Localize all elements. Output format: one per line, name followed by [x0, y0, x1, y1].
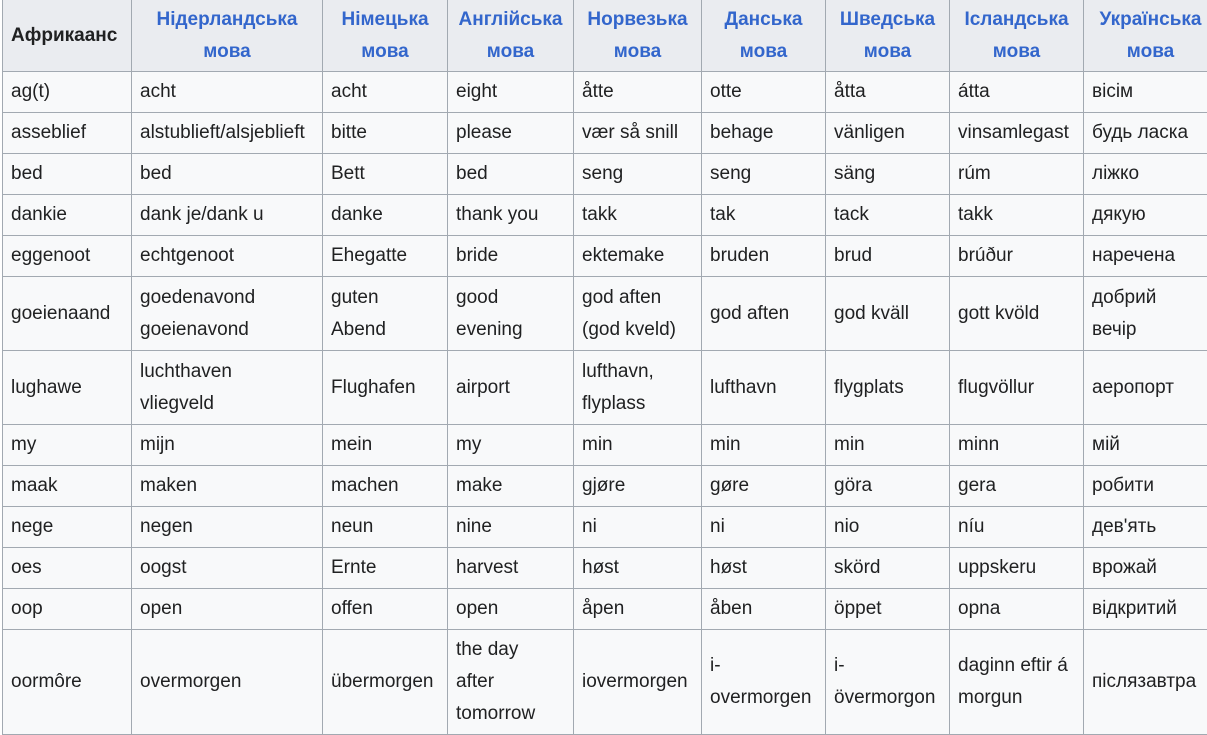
table-cell: [448, 195, 574, 236]
cell-text: ліжко: [1092, 158, 1207, 190]
cell-text: brud: [834, 240, 941, 272]
cell-text: bed: [11, 158, 123, 190]
column-header-text: Ісландська: [964, 9, 1068, 30]
table-row: [3, 236, 1207, 277]
table-cell: [1084, 425, 1207, 466]
cell-text: tak: [710, 199, 817, 231]
cell-text: please: [456, 117, 565, 149]
cell-text: i-: [834, 650, 941, 682]
table-cell: [448, 507, 574, 548]
cell-text: oormôre: [11, 666, 123, 698]
cell-text: høst: [582, 552, 693, 584]
cell-text: guten: [331, 282, 439, 314]
cell-text: eight: [456, 76, 565, 108]
table-cell: [702, 195, 826, 236]
table-cell: [574, 113, 702, 154]
table-row: [3, 425, 1207, 466]
column-header-text: Нідерландська: [156, 9, 297, 30]
cell-text: будь ласка: [1092, 117, 1207, 149]
table-cell: [950, 507, 1084, 548]
cell-text: the day: [456, 634, 565, 666]
cell-text: open: [456, 593, 565, 625]
table-cell: [950, 466, 1084, 507]
table-cell: [132, 507, 323, 548]
cell-text: god aften: [710, 298, 817, 330]
cell-text: вісім: [1092, 76, 1207, 108]
column-header-1[interactable]: [132, 0, 323, 72]
cell-text: machen: [331, 470, 439, 502]
cell-text: oes: [11, 552, 123, 584]
cell-text: seng: [582, 158, 693, 190]
cell-text: lufthavn,: [582, 356, 693, 388]
column-header-0: [3, 0, 132, 72]
table-cell: [132, 466, 323, 507]
table-cell: [702, 425, 826, 466]
cell-text: átta: [958, 76, 1075, 108]
table-cell: [3, 351, 132, 425]
cell-text: behage: [710, 117, 817, 149]
table-cell: [702, 72, 826, 113]
cell-text: lughawe: [11, 372, 123, 404]
cell-text: gøre: [710, 470, 817, 502]
table-cell: [826, 466, 950, 507]
table-cell: [702, 466, 826, 507]
cell-text: morgun: [958, 682, 1075, 714]
table-cell: [950, 113, 1084, 154]
table-row: [3, 195, 1207, 236]
cell-text: vinsamlegast: [958, 117, 1075, 149]
table-cell: [448, 589, 574, 630]
table-cell: [574, 507, 702, 548]
table-cell: [826, 548, 950, 589]
cell-text: vliegveld: [140, 388, 314, 420]
cell-text: acht: [331, 76, 439, 108]
cell-text: dankie: [11, 199, 123, 231]
column-header-link[interactable]: [840, 4, 935, 68]
column-header-text: мова: [203, 41, 250, 62]
cell-text: seng: [710, 158, 817, 190]
table-cell: [950, 236, 1084, 277]
table-cell: [950, 548, 1084, 589]
cell-text: my: [11, 429, 123, 461]
table-cell: [826, 236, 950, 277]
table-cell: [574, 548, 702, 589]
cell-text: daginn eftir á: [958, 650, 1075, 682]
table-cell: [448, 236, 574, 277]
cell-text: my: [456, 429, 565, 461]
table-cell: [3, 277, 132, 351]
table-cell: [323, 351, 448, 425]
cell-text: åben: [710, 593, 817, 625]
cell-text: takk: [958, 199, 1075, 231]
cell-text: mein: [331, 429, 439, 461]
table-cell: [448, 277, 574, 351]
cell-text: göra: [834, 470, 941, 502]
table-cell: [132, 351, 323, 425]
cell-text: oop: [11, 593, 123, 625]
table-cell: [826, 113, 950, 154]
table-cell: [448, 154, 574, 195]
table-cell: [448, 466, 574, 507]
table-cell: [3, 113, 132, 154]
cell-text: høst: [710, 552, 817, 584]
table-cell: [826, 277, 950, 351]
table-cell: [950, 351, 1084, 425]
cell-text: Flughafen: [331, 372, 439, 404]
table-cell: [1084, 154, 1207, 195]
cell-text: overmorgen: [710, 682, 817, 714]
table-row: [3, 113, 1207, 154]
cell-text: evening: [456, 314, 565, 346]
table-cell: [826, 425, 950, 466]
cell-text: god aften: [582, 282, 693, 314]
cell-text: дев'ять: [1092, 511, 1207, 543]
column-header-link[interactable]: [725, 4, 803, 68]
table-cell: [3, 195, 132, 236]
table-cell: [448, 72, 574, 113]
cell-text: negen: [140, 511, 314, 543]
column-header-text: мова: [993, 41, 1040, 62]
column-header-link[interactable]: [459, 4, 563, 68]
cell-text: uppskeru: [958, 552, 1075, 584]
column-header-text: Африкаанс: [11, 25, 117, 46]
translation-table: [2, 0, 1207, 735]
cell-text: gjøre: [582, 470, 693, 502]
cell-text: oogst: [140, 552, 314, 584]
table-row: [3, 630, 1207, 735]
column-header-link[interactable]: [964, 4, 1068, 68]
cell-text: luchthaven: [140, 356, 314, 388]
cell-text: skörd: [834, 552, 941, 584]
table-cell: [132, 548, 323, 589]
cell-text: vänligen: [834, 117, 941, 149]
cell-text: after: [456, 666, 565, 698]
table-cell: [702, 507, 826, 548]
table-cell: [574, 195, 702, 236]
table-cell: [950, 154, 1084, 195]
cell-text: Ernte: [331, 552, 439, 584]
table-cell: [826, 72, 950, 113]
table-cell: [1084, 466, 1207, 507]
table-cell: [702, 351, 826, 425]
table-cell: [1084, 548, 1207, 589]
cell-text: offen: [331, 593, 439, 625]
table-cell: [574, 72, 702, 113]
table-cell: [132, 425, 323, 466]
cell-text: наречена: [1092, 240, 1207, 272]
table-cell: [702, 113, 826, 154]
column-header-text: мова: [864, 41, 911, 62]
table-cell: [574, 466, 702, 507]
cell-text: airport: [456, 372, 565, 404]
table-cell: [132, 630, 323, 735]
table-row: [3, 154, 1207, 195]
table-cell: [3, 589, 132, 630]
table-cell: [574, 154, 702, 195]
cell-text: åpen: [582, 593, 693, 625]
cell-text: säng: [834, 158, 941, 190]
column-header-text: Норвезька: [587, 9, 687, 30]
cell-text: öppet: [834, 593, 941, 625]
table-cell: [3, 548, 132, 589]
table-header-row: [3, 0, 1207, 72]
cell-text: åtte: [582, 76, 693, 108]
table-cell: [132, 195, 323, 236]
table-cell: [448, 630, 574, 735]
table-row: [3, 72, 1207, 113]
cell-text: аеропорт: [1092, 372, 1207, 404]
cell-text: lufthavn: [710, 372, 817, 404]
table-cell: [1084, 589, 1207, 630]
table-cell: [3, 154, 132, 195]
table-cell: [574, 277, 702, 351]
table-cell: [323, 154, 448, 195]
cell-text: takk: [582, 199, 693, 231]
cell-text: bride: [456, 240, 565, 272]
cell-text: maak: [11, 470, 123, 502]
cell-text: good: [456, 282, 565, 314]
cell-text: goeienavond: [140, 314, 314, 346]
cell-text: i-: [710, 650, 817, 682]
cell-text: робити: [1092, 470, 1207, 502]
table-cell: [574, 351, 702, 425]
table-cell: [702, 630, 826, 735]
cell-text: bruden: [710, 240, 817, 272]
cell-text: післязавтра: [1092, 666, 1207, 698]
table-cell: [702, 277, 826, 351]
table-cell: [448, 425, 574, 466]
cell-text: min: [834, 429, 941, 461]
cell-text: übermorgen: [331, 666, 439, 698]
table-cell: [1084, 236, 1207, 277]
column-header-link[interactable]: [587, 4, 687, 68]
table-cell: [574, 589, 702, 630]
table-cell: [1084, 195, 1207, 236]
table-cell: [1084, 113, 1207, 154]
table-cell: [1084, 351, 1207, 425]
cell-text: ni: [582, 511, 693, 543]
column-header-text: Данська: [725, 9, 803, 30]
cell-text: vær så snill: [582, 117, 693, 149]
table-cell: [3, 630, 132, 735]
cell-text: danke: [331, 199, 439, 231]
table-cell: [323, 548, 448, 589]
column-header-4[interactable]: [574, 0, 702, 72]
table-row: [3, 507, 1207, 548]
table-cell: [1084, 72, 1207, 113]
cell-text: nine: [456, 511, 565, 543]
column-header-link[interactable]: [1100, 4, 1202, 68]
table-cell: [826, 154, 950, 195]
cell-text: rúm: [958, 158, 1075, 190]
table-cell: [702, 154, 826, 195]
cell-text: overmorgen: [140, 666, 314, 698]
cell-text: minn: [958, 429, 1075, 461]
table-cell: [448, 351, 574, 425]
table-row: [3, 548, 1207, 589]
table-cell: [448, 113, 574, 154]
column-header-text: мова: [361, 41, 408, 62]
column-header-text: мова: [487, 41, 534, 62]
cell-text: mijn: [140, 429, 314, 461]
column-header-text: Німецька: [341, 9, 428, 30]
table-cell: [132, 154, 323, 195]
cell-text: (god kveld): [582, 314, 693, 346]
table-cell: [323, 425, 448, 466]
table-cell: [826, 351, 950, 425]
column-header-5[interactable]: [702, 0, 826, 72]
cell-text: flygplats: [834, 372, 941, 404]
cell-text: bed: [140, 158, 314, 190]
table-cell: [132, 72, 323, 113]
table-cell: [3, 466, 132, 507]
cell-text: відкритий: [1092, 593, 1207, 625]
table-cell: [702, 589, 826, 630]
table-cell: [1084, 630, 1207, 735]
cell-text: врожай: [1092, 552, 1207, 584]
table-cell: [132, 236, 323, 277]
column-header-text: мова: [614, 41, 661, 62]
cell-text: echtgenoot: [140, 240, 314, 272]
table-cell: [702, 236, 826, 277]
cell-text: brúður: [958, 240, 1075, 272]
cell-text: níu: [958, 511, 1075, 543]
cell-text: opna: [958, 593, 1075, 625]
cell-text: neun: [331, 511, 439, 543]
cell-text: bed: [456, 158, 565, 190]
column-header-text: мова: [740, 41, 787, 62]
cell-text: åtta: [834, 76, 941, 108]
column-header-7[interactable]: [950, 0, 1084, 72]
cell-text: make: [456, 470, 565, 502]
table-body: [3, 72, 1207, 735]
column-header-link[interactable]: [156, 4, 297, 68]
cell-text: open: [140, 593, 314, 625]
table-cell: [950, 589, 1084, 630]
cell-text: bitte: [331, 117, 439, 149]
cell-text: iovermorgen: [582, 666, 693, 698]
table-cell: [950, 630, 1084, 735]
cell-text: alstublieft/alsjeblieft: [140, 117, 314, 149]
table-cell: [3, 72, 132, 113]
table-row: [3, 277, 1207, 351]
column-header-label: [11, 25, 117, 46]
table-cell: [1084, 507, 1207, 548]
table-cell: [3, 507, 132, 548]
table-cell: [323, 630, 448, 735]
table-cell: [323, 72, 448, 113]
cell-text: flugvöllur: [958, 372, 1075, 404]
column-header-text: Англійська: [459, 9, 563, 30]
table-cell: [323, 466, 448, 507]
table-cell: [323, 236, 448, 277]
table-cell: [574, 425, 702, 466]
cell-text: acht: [140, 76, 314, 108]
cell-text: goeienaand: [11, 298, 123, 330]
cell-text: ag(t): [11, 76, 123, 108]
column-header-8[interactable]: [1084, 0, 1207, 72]
cell-text: min: [710, 429, 817, 461]
cell-text: Abend: [331, 314, 439, 346]
cell-text: мій: [1092, 429, 1207, 461]
table-cell: [950, 72, 1084, 113]
cell-text: tack: [834, 199, 941, 231]
table-cell: [448, 548, 574, 589]
cell-text: ektemake: [582, 240, 693, 272]
table-cell: [826, 507, 950, 548]
cell-text: nio: [834, 511, 941, 543]
table-cell: [323, 277, 448, 351]
cell-text: ni: [710, 511, 817, 543]
table-cell: [826, 630, 950, 735]
table-cell: [323, 113, 448, 154]
column-header-3[interactable]: [448, 0, 574, 72]
cell-text: thank you: [456, 199, 565, 231]
column-header-text: Українська: [1100, 9, 1202, 30]
cell-text: dank je/dank u: [140, 199, 314, 231]
table-cell: [132, 589, 323, 630]
table-row: [3, 589, 1207, 630]
cell-text: övermorgon: [834, 682, 941, 714]
cell-text: Bett: [331, 158, 439, 190]
table-cell: [3, 236, 132, 277]
cell-text: eggenoot: [11, 240, 123, 272]
cell-text: вечір: [1092, 314, 1207, 346]
table-cell: [826, 195, 950, 236]
cell-text: flyplass: [582, 388, 693, 420]
cell-text: Ehegatte: [331, 240, 439, 272]
column-header-link[interactable]: [341, 4, 428, 68]
table-row: [3, 466, 1207, 507]
cell-text: gott kvöld: [958, 298, 1075, 330]
table-cell: [1084, 277, 1207, 351]
cell-text: goedenavond: [140, 282, 314, 314]
table-cell: [323, 195, 448, 236]
table-cell: [826, 589, 950, 630]
cell-text: nege: [11, 511, 123, 543]
table-cell: [3, 425, 132, 466]
cell-text: harvest: [456, 552, 565, 584]
column-header-text: Шведська: [840, 9, 935, 30]
cell-text: дякую: [1092, 199, 1207, 231]
table-cell: [574, 236, 702, 277]
column-header-text: мова: [1127, 41, 1174, 62]
cell-text: min: [582, 429, 693, 461]
cell-text: god kväll: [834, 298, 941, 330]
column-header-6[interactable]: [826, 0, 950, 72]
table-cell: [323, 507, 448, 548]
cell-text: otte: [710, 76, 817, 108]
table-row: [3, 351, 1207, 425]
table-cell: [574, 630, 702, 735]
table-cell: [950, 277, 1084, 351]
cell-text: tomorrow: [456, 698, 565, 730]
table-cell: [950, 425, 1084, 466]
cell-text: добрий: [1092, 282, 1207, 314]
table-cell: [950, 195, 1084, 236]
table-cell: [132, 113, 323, 154]
cell-text: maken: [140, 470, 314, 502]
column-header-2[interactable]: [323, 0, 448, 72]
cell-text: gera: [958, 470, 1075, 502]
table-cell: [323, 589, 448, 630]
cell-text: asseblief: [11, 117, 123, 149]
table-cell: [702, 548, 826, 589]
table-cell: [132, 277, 323, 351]
